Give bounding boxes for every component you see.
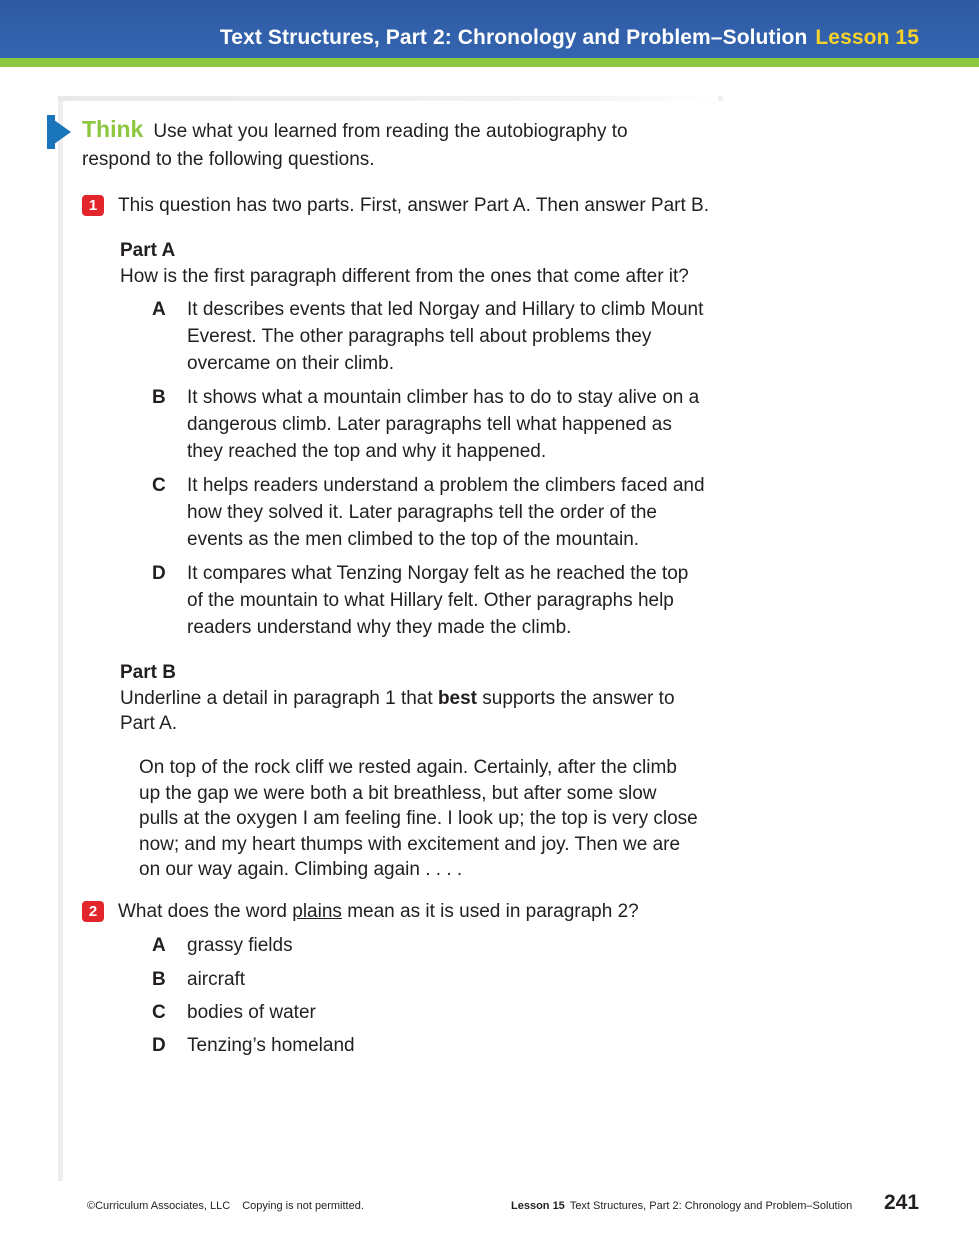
part-a-option-c[interactable]: [187, 472, 727, 553]
option-line: It compares what Tenzing Norgay felt as he reached the top: [187, 563, 689, 584]
question-2-option-b[interactable]: aircraft: [187, 969, 246, 990]
lesson-label: Lesson 15: [815, 26, 919, 49]
question-2-prompt: [118, 898, 639, 925]
option-line: overcame on their climb.: [187, 353, 394, 374]
part-a-option-a-letter[interactable]: A: [152, 299, 166, 320]
question-2-option-d-letter[interactable]: D: [152, 1035, 166, 1056]
question-2-option-c-letter[interactable]: C: [152, 1002, 166, 1023]
card-top-border: [58, 96, 718, 101]
think-line-1: Use what you learned from reading the autobiography to: [153, 121, 628, 142]
part-a-option-b-letter[interactable]: B: [152, 387, 166, 408]
option-line: they reached the top and why it happened.: [187, 441, 547, 462]
passage-line[interactable]: up the gap we were both a bit breathless, but after some slow: [139, 782, 657, 804]
question-2-option-d[interactable]: Tenzing’s homeland: [187, 1035, 355, 1056]
question-1-number: 1: [82, 195, 104, 216]
part-a-option-b[interactable]: [187, 384, 727, 465]
page-title: [220, 26, 919, 50]
part-b-text: Underline a detail in paragraph 1 that: [120, 688, 438, 709]
part-a-label: Part A: [120, 240, 176, 261]
question-2-text: What does the word: [118, 901, 293, 922]
option-line: dangerous climb. Later paragraphs tell what happened as: [187, 414, 672, 435]
think-line-2: respond to the following questions.: [82, 149, 375, 170]
part-b-question-line-1: [120, 685, 675, 712]
header-accent-stripe: [0, 58, 979, 67]
question-2-option-a[interactable]: grassy fields: [187, 935, 293, 956]
footer-lesson-info: [511, 1200, 852, 1212]
option-line: readers understand why they made the climb.: [187, 617, 572, 638]
question-2-option-b-letter[interactable]: B: [152, 969, 166, 990]
part-a-question: How is the first paragraph different from the ones that come after it?: [120, 266, 689, 287]
passage-line[interactable]: now; and my heart thumps with excitement and joy. Then we are: [139, 833, 681, 855]
part-b-emphasis: best: [437, 688, 478, 709]
copying-notice: Copying is not permitted.: [242, 1200, 364, 1212]
option-line: Everest. The other paragraphs tell about problems they: [187, 326, 652, 347]
part-b-label: Part B: [120, 662, 176, 683]
footer-lesson-label: Lesson 15: [511, 1200, 565, 1212]
part-b-question-line-2: Part A.: [120, 713, 178, 734]
question-2-number: 2: [82, 901, 104, 922]
page-number: 241: [884, 1191, 920, 1214]
question-1-prompt: This question has two parts. First, answer Part A. Then answer Part B.: [118, 195, 710, 216]
option-line: of the mountain to what Hillary felt. Other paragraphs help: [187, 590, 674, 611]
option-line: It describes events that led Norgay and Hillary to climb Mount: [187, 299, 704, 320]
page-title-text: Text Structures, Part 2: Chronology and Problem–Solution: [219, 26, 808, 49]
option-line: It shows what a mountain climber has to do to stay alive on a: [187, 387, 700, 408]
option-line: events as the men climbed to the top of the mountain.: [187, 529, 640, 550]
vocabulary-word: plains: [292, 901, 342, 922]
question-2-option-a-letter[interactable]: A: [152, 935, 166, 956]
part-a-option-a[interactable]: [187, 296, 727, 377]
footer-copyright: [87, 1200, 364, 1212]
think-flag-icon: [47, 115, 71, 149]
part-a-option-d[interactable]: [187, 560, 727, 641]
footer-lesson-title: Text Structures, Part 2: Chronology and Problem–Solution: [569, 1200, 853, 1212]
option-line: how they solved it. Later paragraphs tell the order of the: [187, 502, 657, 523]
paragraph-excerpt[interactable]: [139, 755, 698, 883]
think-label: Think: [82, 116, 144, 142]
passage-line[interactable]: on our way again. Climbing again . . . .: [139, 859, 463, 880]
part-b-text: supports the answer to: [477, 688, 675, 709]
part-a-option-c-letter[interactable]: C: [152, 475, 166, 496]
passage-line[interactable]: On top of the rock cliff we rested again. Certainly, after the climb: [139, 757, 677, 778]
question-2-option-c[interactable]: bodies of water: [187, 1002, 316, 1023]
think-intro: [82, 116, 628, 145]
option-line: It helps readers understand a problem the climbers faced and: [187, 475, 705, 496]
question-2-text: mean as it is used in paragraph 2?: [341, 901, 639, 922]
part-a-option-d-letter[interactable]: D: [152, 563, 166, 584]
passage-line[interactable]: pulls at the oxygen I am feeling fine. I look up; the top is very close: [139, 808, 698, 829]
copyright-text: ©Curriculum Associates, LLC: [87, 1200, 231, 1212]
